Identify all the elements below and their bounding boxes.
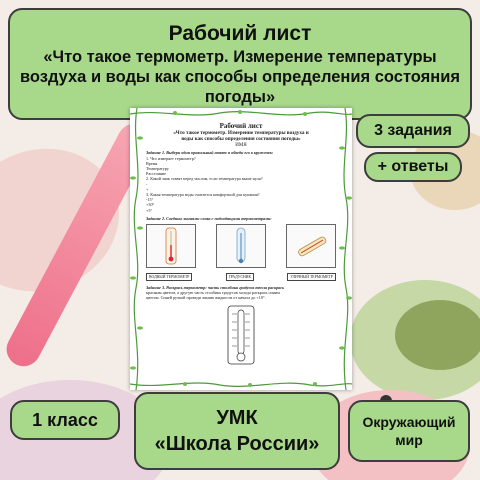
label-street-thermometer: УЛИЧНЫЙ ТЕРМОМЕТР [287, 273, 336, 281]
umk-label: УМК [216, 407, 258, 429]
olive-blob-right [395, 300, 480, 370]
task1-line: Расстояние [146, 171, 166, 177]
subject-label-1: Окружающий [362, 414, 456, 430]
vine-top-decoration [130, 108, 352, 120]
blank-thermometer-image [146, 304, 336, 368]
vine-bottom-decoration [130, 378, 352, 390]
task1-heading: Задание 1. Выбери один правильный ответ и обведи его в кружочек: [146, 150, 274, 156]
task1-line: + [146, 186, 149, 192]
worksheet-subtitle-2: воды как способы определения состояния погоды» [181, 136, 301, 143]
task1-line: +30° [146, 202, 155, 208]
task1-line: 3. Какая температура воды считается комфортной для купания? [146, 192, 260, 198]
thermometer-labels [146, 273, 336, 281]
task3-line: Задание 3. Раскрась термометр: часть столбика градусов тепла раскрась [146, 285, 285, 291]
title-box [8, 8, 472, 120]
answers-badge: + ответы [364, 152, 462, 182]
task1-line: Время [146, 160, 158, 166]
subject-label-2: мир [395, 432, 423, 448]
vine-right-decoration [338, 108, 352, 390]
worksheet-preview [130, 108, 352, 390]
task3-line: цветом. Синей ручкой проведи линию жидкости от начала до +10°. [146, 295, 266, 301]
page-subtitle: «Что такое термометр. Измерение температуры воздуха и воды как способы определения состояния погоды» [19, 48, 461, 106]
task1-line: -15° [146, 197, 154, 203]
task1-line: Температуру [146, 166, 169, 172]
street-thermometer-image [286, 224, 336, 268]
page-title: Рабочий лист [168, 22, 312, 45]
water-thermometer-image [146, 224, 196, 268]
vine-left-decoration [130, 108, 144, 390]
worksheet-content [146, 122, 336, 368]
thermometer-images [146, 224, 336, 268]
umk-program-label: «Школа России» [154, 433, 320, 455]
label-medical-thermometer: ГРАДУСНИК [226, 273, 254, 281]
task1-line: 2. Какой знак ставят перед числом, если температура выше нуля? [146, 176, 263, 182]
task1-line: - [146, 181, 148, 187]
tasks-badge: 3 задания [356, 114, 470, 148]
grade-badge: 1 класс [10, 400, 120, 440]
task2-heading: Задание 2. Соедини линиями слова с подходящими термометрами: [146, 215, 272, 221]
label-water-thermometer: ВОДНЫЙ ТЕРМОМЕТР [146, 273, 192, 281]
subject-badge [348, 400, 470, 462]
worksheet-title: Рабочий лист [219, 122, 263, 130]
task3-line: красным цветом, а другую часть столбика градусов холода раскрась синим [146, 290, 280, 296]
medical-thermometer-image [216, 224, 266, 268]
task1-line: +5° [146, 207, 153, 213]
task1-line: 1. Что измеряет термометр? [146, 155, 196, 161]
worksheet-subtitle-1: «Что такое термометр. Измерение температуры воздуха и [173, 130, 309, 136]
umk-badge [134, 392, 340, 470]
worksheet-name-label: ИМЯ [235, 143, 247, 149]
